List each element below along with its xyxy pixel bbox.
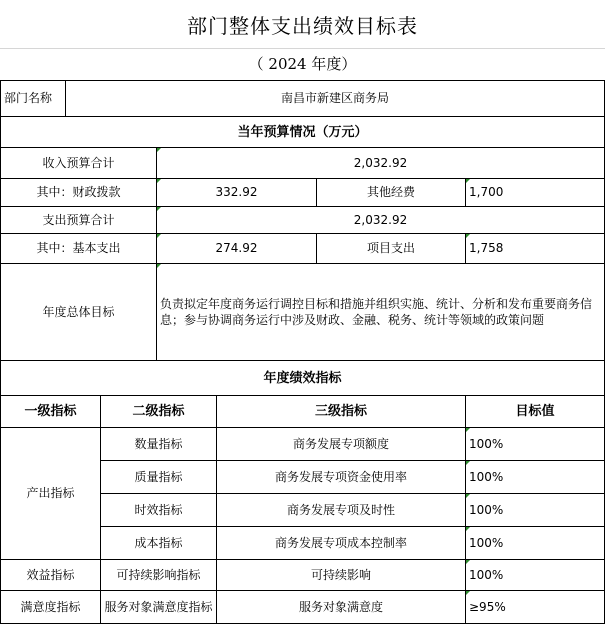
expense-total-value: 2,032.92 — [157, 207, 604, 233]
table-row-target: 100% — [466, 428, 604, 460]
satisfaction-label: 满意度指标 — [20, 599, 81, 614]
table-row-level3: 商务发展专项资金使用率 — [274, 469, 407, 484]
col-level3: 三级指标 — [314, 404, 367, 419]
income-total-value: 2,032.92 — [157, 148, 604, 178]
table-row-level2: 可持续影响指标 — [116, 567, 201, 582]
fiscal-label: 其中：财政拨款 — [36, 185, 121, 199]
col-target: 目标值 — [515, 404, 555, 419]
budget-header: 当年预算情况（万元） — [237, 124, 368, 140]
table-row-target: 100% — [466, 494, 604, 526]
table-row-level3: 商务发展专项额度 — [292, 436, 389, 451]
other-label: 其他经费 — [366, 185, 415, 199]
dept-label: 部门名称 — [4, 91, 53, 105]
table-row-level2: 服务对象满意度指标 — [104, 599, 213, 614]
table-row-target: ≥95% — [466, 591, 604, 623]
table-row-level3: 服务对象满意度 — [298, 599, 383, 614]
table-row-target: 100% — [466, 560, 604, 590]
table-row-target: 100% — [466, 527, 604, 559]
income-total-label: 收入预算合计 — [42, 155, 115, 170]
table-row-level3: 商务发展专项及时性 — [286, 502, 395, 517]
fiscal-value: 332.92 — [157, 179, 316, 206]
output-label: 产出指标 — [26, 486, 75, 500]
table-row-level2: 质量指标 — [134, 469, 183, 484]
goal-text: 负责拟定年度商务运行调控目标和措施并组织实施、统计、分析和发布重要商务信息；参与协调商务运行中涉及财政、金融、税务、统计等领域的政策问题 — [157, 264, 604, 360]
year-label: （ 2024 年度） — [248, 54, 357, 73]
indicators-header: 年度绩效指标 — [263, 370, 342, 386]
col-level1: 一级指标 — [24, 404, 77, 419]
table-row-level2: 数量指标 — [134, 436, 183, 451]
table-row-level2: 成本指标 — [134, 535, 183, 550]
table-row-level3: 可持续影响 — [310, 567, 371, 582]
dept-value: 南昌市新建区商务局 — [280, 91, 389, 105]
col-level2: 二级指标 — [132, 404, 185, 419]
project-label: 项目支出 — [366, 241, 415, 255]
table-row-level3: 商务发展专项成本控制率 — [274, 535, 407, 550]
goal-label: 年度总体目标 — [42, 304, 115, 319]
other-value: 1,700 — [466, 179, 604, 206]
basic-value: 274.92 — [157, 234, 316, 263]
benefit-label: 效益指标 — [26, 567, 75, 582]
project-value: 1,758 — [466, 234, 604, 263]
table-row-target: 100% — [466, 461, 604, 493]
basic-label: 其中：基本支出 — [36, 241, 121, 255]
table-row-level2: 时效指标 — [134, 502, 183, 517]
expense-total-label: 支出预算合计 — [42, 212, 115, 227]
page-title: 部门整体支出绩效目标表 — [0, 0, 605, 49]
